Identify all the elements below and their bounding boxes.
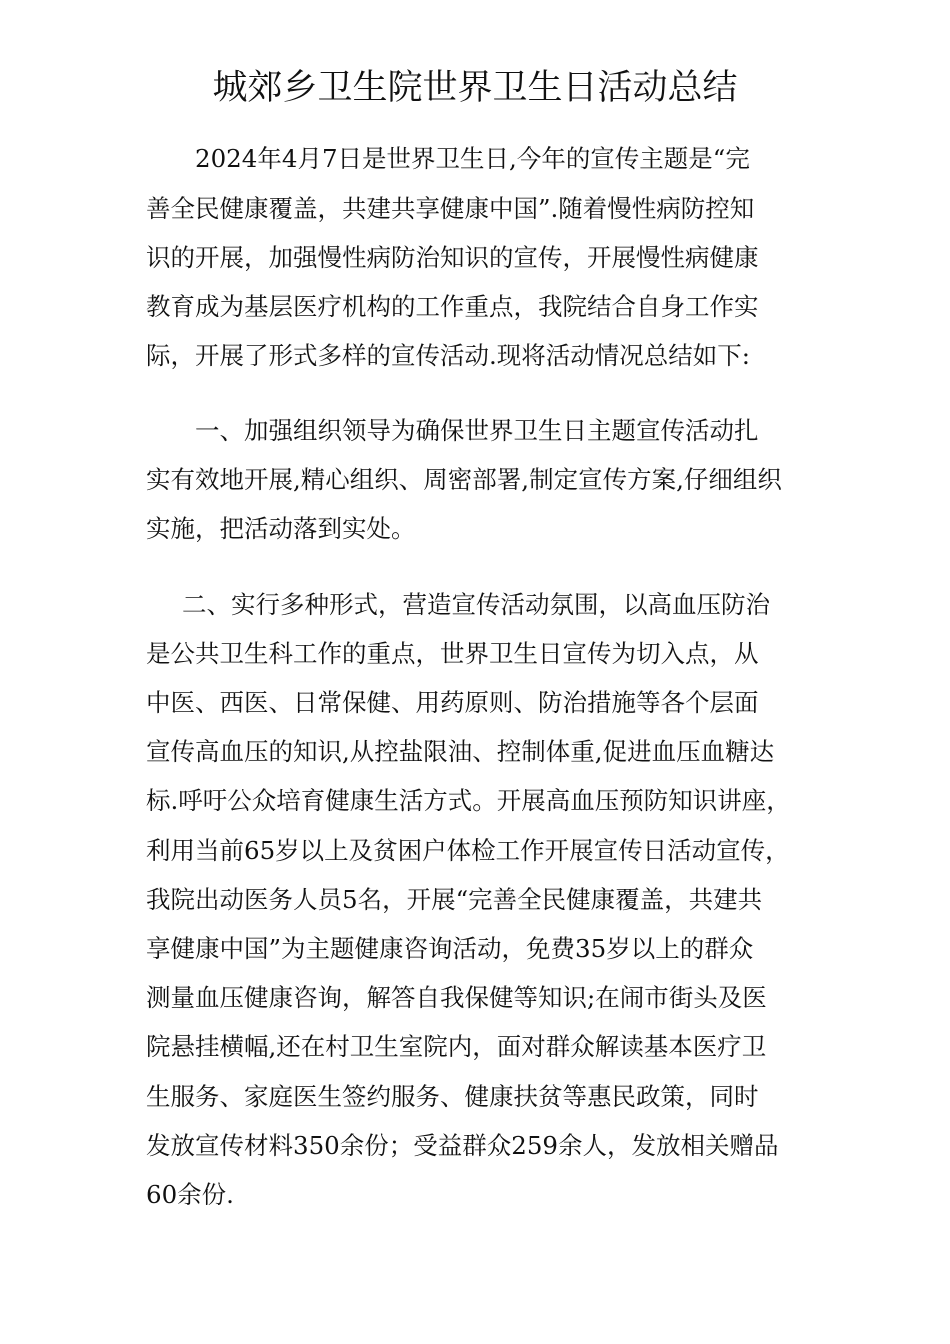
paragraph-line: 我院出动医务人员5名，开展“完善全民健康覆盖，共建共 — [146, 885, 763, 914]
paragraph-line: 院悬挂横幅,还在村卫生室院内，面对群众解读基本医疗卫 — [146, 1032, 767, 1061]
paragraph-line: 利用当前65岁以上及贫困户体检工作开展宣传日活动宣传， — [146, 836, 790, 865]
paragraph-line: 享健康中国”为主题健康咨询活动，免费35岁以上的群众 — [146, 934, 754, 963]
paragraph-line: 中医、西医、日常保健、用药原则、防治措施等各个层面 — [146, 688, 759, 717]
paragraph-line: 发放宣传材料350余份；受益群众259余人，发放相关赠品 — [146, 1131, 779, 1160]
paragraph-line: 生服务、家庭医生签约服务、健康扶贫等惠民政策，同时 — [146, 1082, 759, 1111]
paragraph-line: 识的开展，加强慢性病防治知识的宣传，开展慢性病健康 — [146, 243, 759, 272]
paragraph-line: 实有效地开展,精心组织、周密部署,制定宣传方案,仔细组织 — [146, 465, 782, 494]
paragraph-line: 际，开展了形式多样的宣传活动.现将活动情况总结如下: — [146, 341, 751, 370]
paragraph-line: 实施，把活动落到实处。 — [146, 514, 416, 543]
paragraph-line: 教育成为基层医疗机构的工作重点，我院结合自身工作实 — [146, 292, 759, 321]
paragraph-line: 善全民健康覆盖，共建共享健康中国”.随着慢性病防控知 — [146, 194, 755, 223]
paragraph-line: 2024年4月7日是世界卫生日,今年的宣传主题是“完 — [195, 144, 750, 173]
paragraph-line: 60余份. — [146, 1180, 234, 1209]
paragraph-line: 二、实行多种形式，营造宣传活动氛围，以高血压防治 — [182, 590, 770, 619]
paragraph-line: 是公共卫生科工作的重点，世界卫生日宣传为切入点，从 — [146, 639, 759, 668]
paragraph-line: 标.呼吁公众培育健康生活方式。开展高血压预防知识讲座， — [146, 786, 791, 815]
document-title: 城郊乡卫生院世界卫生日活动总结 — [212, 68, 738, 108]
paragraph-line: 测量血压健康咨询，解答自我保健等知识;在闹市街头及医 — [146, 983, 767, 1012]
paragraph-line: 宣传高血压的知识,从控盐限油、控制体重,促进血压血糖达 — [146, 737, 775, 766]
paragraph-line: 一、加强组织领导为确保世界卫生日主题宣传活动扎 — [195, 416, 759, 445]
